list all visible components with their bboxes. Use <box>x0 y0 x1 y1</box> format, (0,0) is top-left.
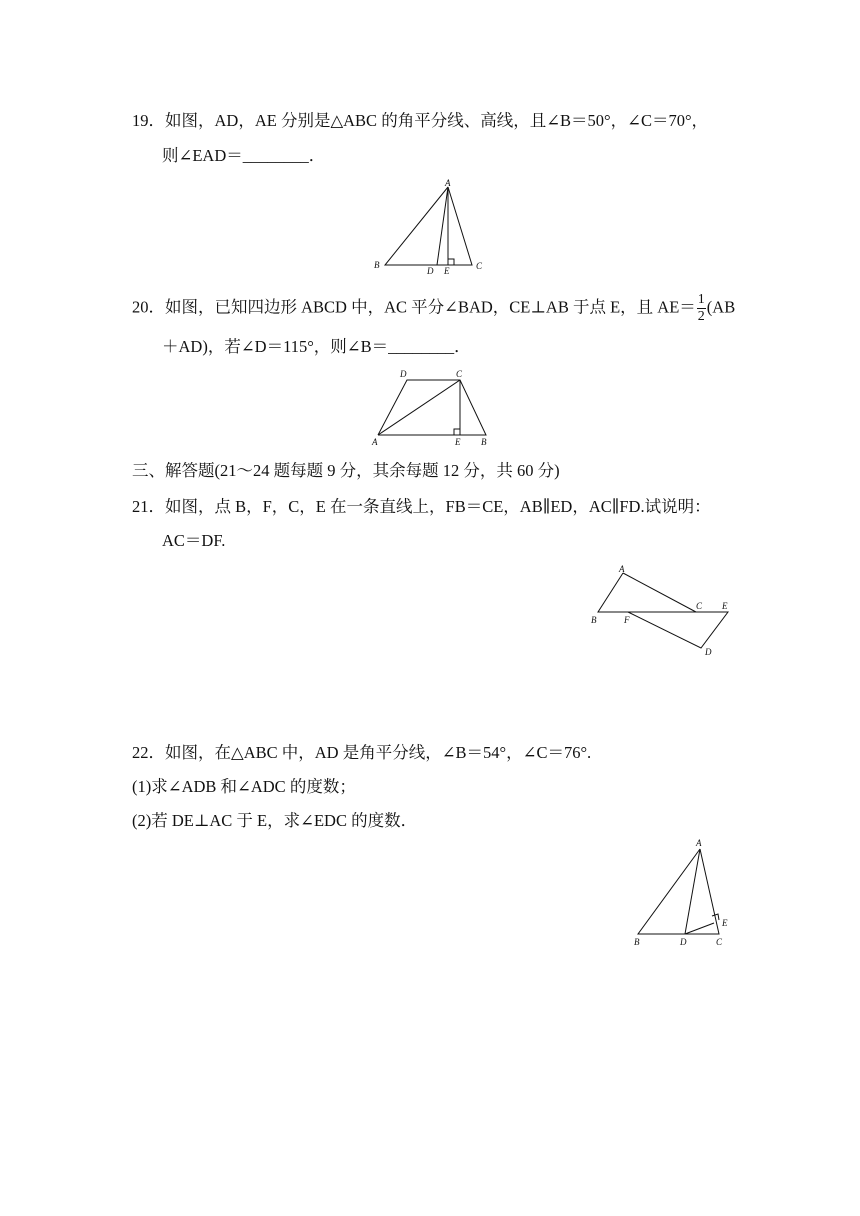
q22-line1: 22．如图，在△ABC 中，AD 是角平分线，∠B＝54°，∠C＝76°. <box>132 743 592 762</box>
q20-line1 <box>132 293 735 324</box>
q20-fraction-numerator: 1 <box>697 292 705 307</box>
q20-label-B: B <box>481 437 487 447</box>
q21-label-C: C <box>696 601 703 611</box>
section3-heading: 三、解答题(21～24 题每题 9 分，其余每题 12 分，共 60 分) <box>132 461 560 480</box>
q22-line3: (2)若 DE⊥AC 于 E，求∠EDC 的度数． <box>132 811 418 830</box>
q22-label-B: B <box>634 937 640 947</box>
q20-line2: ＋AD)，若∠D＝115°，则∠B＝________． <box>162 337 471 356</box>
q22-line2: (1)求∠ADB 和∠ADC 的度数； <box>132 777 356 796</box>
q21-parallel-figure <box>588 562 738 662</box>
q22-triangle-figure <box>630 836 740 956</box>
q21-label-F: F <box>624 615 630 625</box>
q21-label-B: B <box>591 615 597 625</box>
q20-line1-post: (AB <box>706 297 736 317</box>
q20-label-D: D <box>400 369 407 379</box>
q21-line1: 21．如图，点 B，F，C，E 在一条直线上，FB＝CE，AB∥ED，AC∥FD.试说明： <box>132 497 711 516</box>
q19-label-E: E <box>444 266 450 276</box>
q19-label-C: C <box>476 261 483 271</box>
q20-label-E: E <box>455 437 461 447</box>
q19-label-A: A <box>445 178 451 188</box>
q22-label-C: C <box>716 937 723 947</box>
q20-quadrilateral-figure <box>368 368 498 453</box>
q20-label-C: C <box>456 369 463 379</box>
q20-label-A: A <box>372 437 378 447</box>
q19-line1: 19．如图，AD，AE 分别是△ABC 的角平分线、高线，且∠B＝50°，∠C＝70°， <box>132 111 709 130</box>
q20-fraction <box>697 293 706 324</box>
q20-line1-pre: 20．如图，已知四边形 ABCD 中，AC 平分∠BAD，CE⊥AB 于点 E，且 AE＝ <box>132 297 696 317</box>
q21-label-A: A <box>619 564 625 574</box>
q21-line2: AC＝DF. <box>162 531 226 550</box>
q19-label-D: D <box>427 266 434 276</box>
q21-label-D: D <box>705 647 712 657</box>
q19-line2: 则∠EAD＝________． <box>162 146 326 165</box>
q21-label-E: E <box>722 601 728 611</box>
q22-label-A: A <box>696 838 702 848</box>
q22-label-D: D <box>680 937 687 947</box>
q22-label-E: E <box>722 918 728 928</box>
q19-triangle-figure <box>370 178 490 278</box>
q19-label-B: B <box>374 260 380 270</box>
q20-fraction-denominator: 2 <box>697 309 705 324</box>
